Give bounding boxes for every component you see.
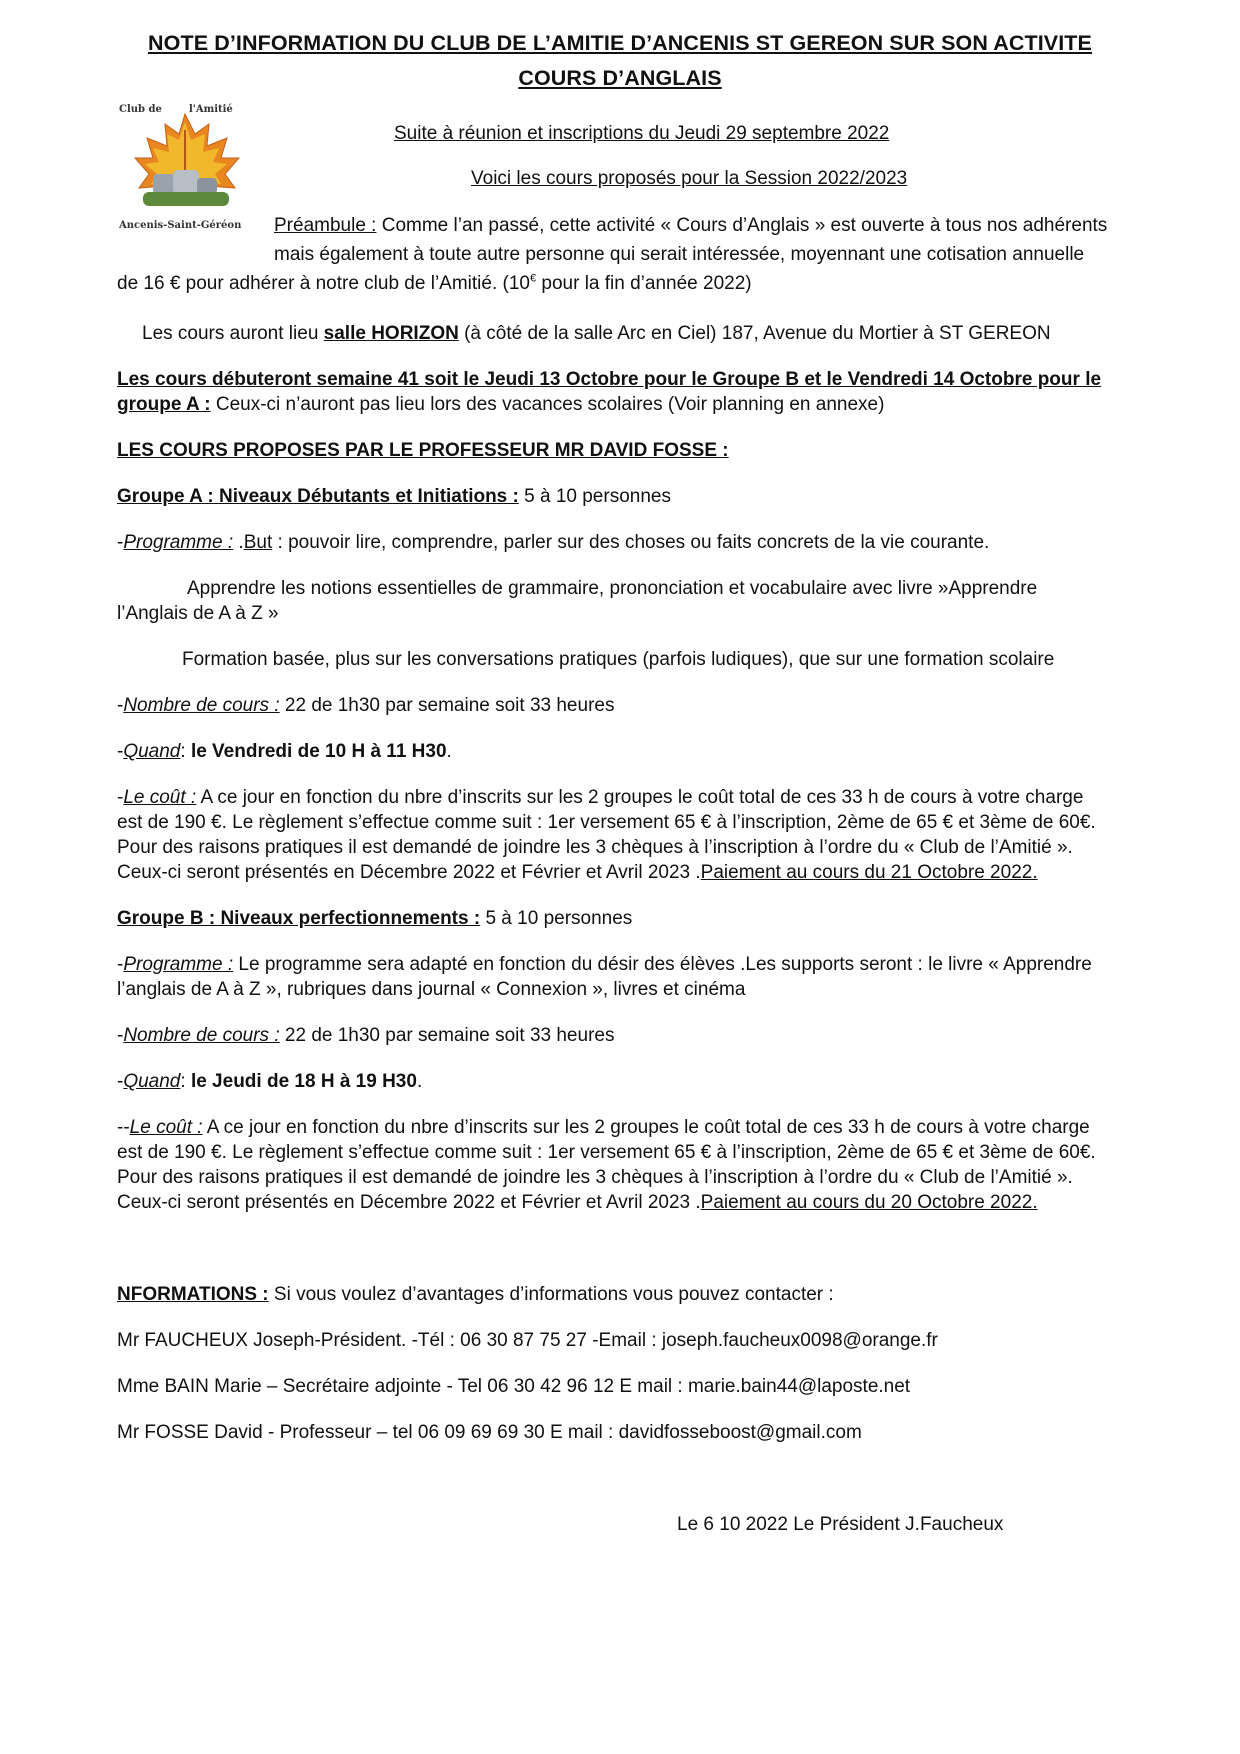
colon: : xyxy=(180,741,191,762)
cout-label: Le coût : xyxy=(123,787,197,808)
debut-line2 xyxy=(117,392,884,417)
groupe-a-cout-line3: Pour des raisons pratiques il est demandé de joindre les 3 chèques à l’inscription à l’ordre du « Club de l’Amitié ». xyxy=(117,837,1073,858)
lieu-pre: Les cours auront lieu xyxy=(142,323,324,344)
cout-line4-pre: Ceux-ci seront présentés en Décembre 2022 et Février et Avril 2023 . xyxy=(117,862,701,883)
lieu-post: (à côté de la salle Arc en Ciel) 187, Avenue du Mortier à ST GEREON xyxy=(458,323,1051,344)
groupe-a-cout-line4 xyxy=(117,860,1038,885)
debut-line1: Les cours débuteront semaine 41 soit le Jeudi 13 Octobre pour le Groupe B et le Vendredi 14 Octobre pour le xyxy=(117,369,1102,390)
maple-leaf-logo-icon xyxy=(117,100,255,240)
club-logo xyxy=(117,100,255,240)
groupe-a-programme xyxy=(117,530,989,555)
groupe-b-cout-line1 xyxy=(117,1115,1090,1140)
dash: - xyxy=(117,1071,124,1092)
quand-label: Quand xyxy=(123,741,181,762)
preambule-line1 xyxy=(274,213,1107,238)
preambule-line3-post: pour la fin d’année 2022) xyxy=(536,273,752,294)
colon: : xyxy=(180,1071,191,1092)
debut-rest: Ceux-ci n’auront pas lieu lors des vacances scolaires (Voir planning en annexe) xyxy=(210,394,885,415)
cout-text: A ce jour en fonction du nbre d’inscrits sur les 2 groupes le coût total de ces 33 h de cours à votre charge xyxy=(196,787,1084,808)
debut-groupe-a: groupe A : xyxy=(117,394,211,415)
nombre-text: 22 de 1h30 par semaine soit 33 heures xyxy=(279,695,615,716)
groupe-a-nombre xyxy=(117,693,614,718)
preambule-line3-pre: de 16 € pour adhérer à notre club de l’Amitié. (10 xyxy=(117,273,530,294)
preambule-label: Préambule : xyxy=(274,215,377,236)
groupe-a-heading xyxy=(117,484,671,509)
groupe-a-size: 5 à 10 personnes xyxy=(518,486,671,507)
groupe-b-nombre xyxy=(117,1023,614,1048)
apprendre-line2: l’Anglais de A à Z » xyxy=(117,603,279,624)
informations-text: Si vous voulez d’avantages d’informations vous pouvez contacter : xyxy=(268,1284,834,1305)
groupe-b-size: 5 à 10 personnes xyxy=(480,908,633,929)
dash: - xyxy=(117,532,124,553)
programme-text: Le programme sera adapté en fonction du désir des élèves .Les supports seront : le livre « Apprendre xyxy=(233,954,1092,975)
formation-line: Formation basée, plus sur les conversations pratiques (parfois ludiques), que sur une formation scolaire xyxy=(182,649,1055,670)
dot: . xyxy=(446,741,452,762)
groupe-a-cout-line2: est de 190 €. Le règlement s’effectue comme suit : 1er versement 65 € à l’inscription, 2ème de 65 € et 3ème de 60€. xyxy=(117,812,1096,833)
programme-text: : pouvoir lire, comprendre, parler sur des choses ou faits concrets de la vie courante. xyxy=(272,532,990,553)
dash: -- xyxy=(117,1117,130,1138)
signature-line: Le 6 10 2022 Le Président J.Faucheux xyxy=(677,1514,1004,1535)
dash: - xyxy=(117,954,124,975)
contact-president: Mr FAUCHEUX Joseph-Président. -Tél : 06 30 87 75 27 -Email : joseph.faucheux0098@orange.fr xyxy=(117,1330,938,1351)
subtitle-reunion: Suite à réunion et inscriptions du Jeudi 29 septembre 2022 xyxy=(394,123,890,144)
nombre-text: 22 de 1h30 par semaine soit 33 heures xyxy=(279,1025,615,1046)
dash: - xyxy=(117,741,124,762)
cours-header: LES COURS PROPOSES PAR LE PROFESSEUR MR DAVID FOSSE : xyxy=(117,440,729,461)
groupe-a-quand xyxy=(117,739,452,764)
subtitle-session: Voici les cours proposés pour la Session 2022/2023 xyxy=(471,168,908,189)
contact-secretaire: Mme BAIN Marie – Secrétaire adjointe - Tel 06 30 42 96 12 E mail : marie.bain44@laposte.net xyxy=(117,1376,911,1397)
dot: . xyxy=(233,532,244,553)
informations-label: NFORMATIONS : xyxy=(117,1284,269,1305)
preambule-line2: mais également à toute autre personne qui serait intéressée, moyennant une cotisation annuelle xyxy=(274,244,1085,265)
logo-bottom-text: Ancenis-Saint-Géréon xyxy=(119,220,242,231)
preambule-euro-sup: € xyxy=(529,272,537,285)
dash: - xyxy=(117,695,124,716)
groupe-b-cout-line3: Pour des raisons pratiques il est demandé de joindre les 3 chèques à l’inscription à l’ordre du « Club de l’Amitié ». xyxy=(117,1167,1073,1188)
dash: - xyxy=(117,1025,124,1046)
groupe-b-title: Groupe B : Niveaux perfectionnements : xyxy=(117,908,481,929)
cout-label: Le coût : xyxy=(129,1117,203,1138)
preambule-line3 xyxy=(117,271,752,296)
groupe-b-cout-line4 xyxy=(117,1190,1038,1215)
paiement-date: Paiement au cours du 20 Octobre 2022. xyxy=(700,1192,1038,1213)
quand-text: le Vendredi de 10 H à 11 H30 xyxy=(190,741,447,762)
preambule-text: Comme l’an passé, cette activité « Cours d’Anglais » est ouverte à tous nos adhérents xyxy=(376,215,1108,236)
informations-line xyxy=(117,1282,834,1307)
apprendre-line1: Apprendre les notions essentielles de grammaire, prononciation et vocabulaire avec livre »Apprendre xyxy=(187,578,1038,599)
groupe-a-title: Groupe A : Niveaux Débutants et Initiations : xyxy=(117,486,519,507)
cout-line4-pre: Ceux-ci seront présentés en Décembre 2022 et Février et Avril 2023 . xyxy=(117,1192,701,1213)
groupe-b-programme-line1 xyxy=(117,952,1092,977)
groupe-b-quand xyxy=(117,1069,422,1094)
groupe-b-heading xyxy=(117,906,632,931)
logo-top-text: Club de xyxy=(119,104,162,115)
lieu-line xyxy=(142,321,1051,346)
contact-professeur: Mr FOSSE David - Professeur – tel 06 09 69 69 30 E mail : davidfosseboost@gmail.com xyxy=(117,1422,862,1443)
nombre-label: Nombre de cours : xyxy=(123,695,280,716)
nombre-label: Nombre de cours : xyxy=(123,1025,280,1046)
logo-top-text-right: l'Amitié xyxy=(189,104,233,115)
page-title-line2: COURS D’ANGLAIS xyxy=(518,66,722,90)
programme-label: Programme : xyxy=(123,532,234,553)
page-title-line1: NOTE D’INFORMATION DU CLUB DE L’AMITIE D’ANCENIS ST GEREON SUR SON ACTIVITE xyxy=(148,31,1092,55)
quand-label: Quand xyxy=(123,1071,181,1092)
cout-text: A ce jour en fonction du nbre d’inscrits sur les 2 groupes le coût total de ces 33 h de cours à votre charge xyxy=(202,1117,1090,1138)
groupe-a-cout-line1 xyxy=(117,785,1083,810)
paiement-date: Paiement au cours du 21 Octobre 2022. xyxy=(700,862,1038,883)
groupe-b-programme-line2: l’anglais de A à Z », rubriques dans journal « Connexion », livres et cinéma xyxy=(117,979,746,1000)
lieu-salle: salle HORIZON xyxy=(323,323,459,344)
quand-text: le Jeudi de 18 H à 19 H30 xyxy=(190,1071,417,1092)
groupe-b-cout-line2: est de 190 €. Le règlement s’effectue comme suit : 1er versement 65 € à l’inscription, 2ème de 65 € et 3ème de 60€. xyxy=(117,1142,1096,1163)
dash: - xyxy=(117,787,124,808)
but-label: But xyxy=(243,532,273,553)
programme-label: Programme : xyxy=(123,954,234,975)
dot: . xyxy=(416,1071,423,1092)
